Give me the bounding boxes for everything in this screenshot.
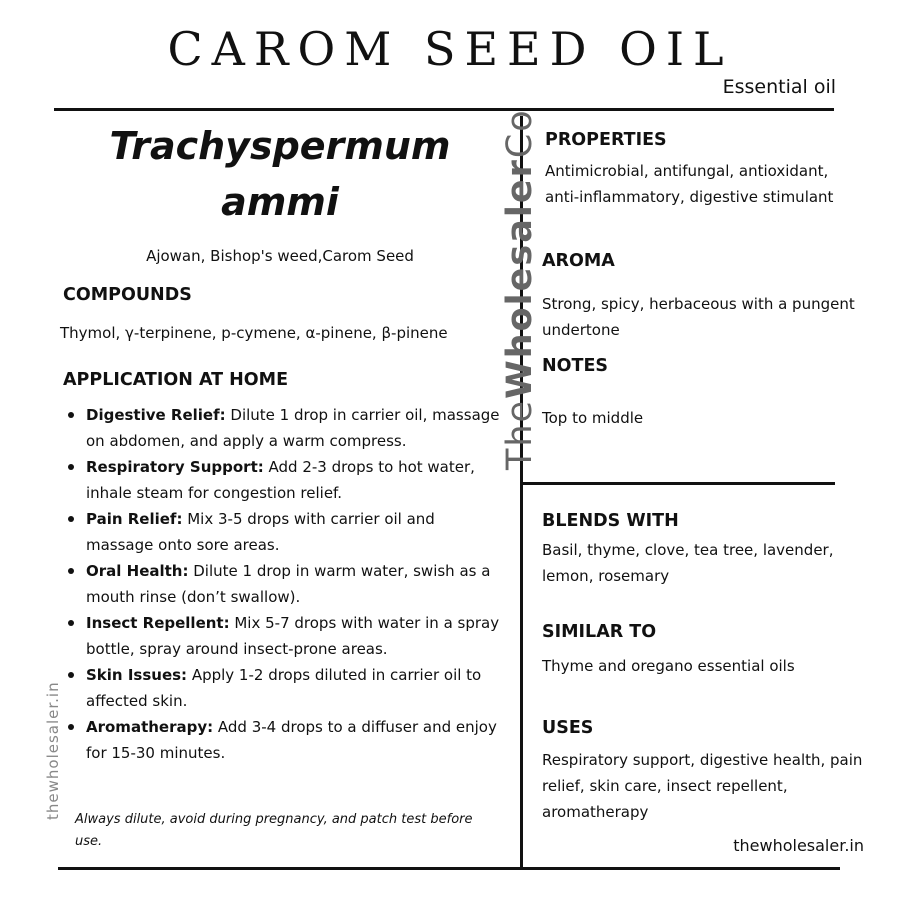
properties-heading: PROPERTIES — [545, 130, 667, 150]
application-label: Digestive Relief: — [86, 406, 226, 424]
scientific-name-line2: ammi — [221, 180, 339, 224]
list-item — [64, 402, 504, 454]
scientific-name-line1: Trachyspermum — [109, 124, 451, 168]
top-divider — [54, 108, 834, 111]
list-item — [64, 506, 504, 558]
application-label: Aromatherapy: — [86, 718, 214, 736]
application-text: Apply 1-2 drops diluted in carrier oil to affected skin. — [86, 666, 482, 710]
compounds-text: Thymol, γ-terpinene, p-cymene, α-pinene, β-pinene — [60, 324, 448, 342]
side-website: thewholesaler.in — [44, 681, 62, 820]
list-item — [64, 714, 504, 766]
application-label: Insect Repellent: — [86, 614, 230, 632]
application-heading: APPLICATION AT HOME — [63, 370, 289, 390]
similar-text: Thyme and oregano essential oils — [542, 657, 795, 675]
watermark-the: The — [500, 398, 540, 470]
page-subtitle: Essential oil — [722, 76, 836, 98]
application-label: Oral Health: — [86, 562, 189, 580]
application-label: Skin Issues: — [86, 666, 188, 684]
watermark-co: Co — [500, 108, 540, 159]
blends-text: Basil, thyme, clove, tea tree, lavender, lemon, rosemary — [542, 541, 834, 585]
similar-heading: SIMILAR TO — [542, 622, 657, 642]
aroma-text: Strong, spicy, herbaceous with a pungent undertone — [542, 295, 855, 339]
notes-text: Top to middle — [542, 409, 644, 427]
list-item — [64, 662, 504, 714]
aroma-heading: AROMA — [542, 251, 615, 271]
application-text: Dilute 1 drop in carrier oil, massage on abdomen, and apply a warm compress. — [86, 406, 500, 450]
bottom-divider — [58, 867, 840, 870]
properties-text: Antimicrobial, antifungal, antioxidant, anti-inflammatory, digestive stimulant — [545, 162, 834, 206]
blends-heading: BLENDS WITH — [542, 511, 679, 531]
watermark-wholesaler: Wholesaler — [500, 158, 540, 399]
list-item — [64, 454, 504, 506]
application-text: Add 2-3 drops to hot water, inhale steam for congestion relief. — [86, 458, 475, 502]
right-section-divider — [522, 482, 835, 485]
brand-watermark — [500, 108, 540, 470]
list-item — [64, 558, 504, 610]
notes-heading: NOTES — [542, 356, 609, 376]
list-item — [64, 610, 504, 662]
compounds-heading: COMPOUNDS — [63, 285, 192, 305]
application-label: Pain Relief: — [86, 510, 183, 528]
caution-note: Always dilute, avoid during pregnancy, and patch test before use. — [75, 812, 473, 849]
application-text: Mix 5-7 drops with water in a spray bottle, spray around insect-prone areas. — [86, 614, 500, 658]
application-label: Respiratory Support: — [86, 458, 264, 476]
application-list — [64, 402, 504, 766]
application-text: Dilute 1 drop in warm water, swish as a mouth rinse (don’t swallow). — [86, 562, 491, 606]
uses-text: Respiratory support, digestive health, pain relief, skin care, insect repellent, aromatherapy — [542, 751, 863, 821]
uses-heading: USES — [542, 718, 594, 738]
page-title: CAROM SEED OIL — [167, 22, 733, 76]
application-text: Add 3-4 drops to a diffuser and enjoy for 15-30 minutes. — [86, 718, 497, 762]
common-names: Ajowan, Bishop's weed,Carom Seed — [146, 247, 414, 265]
footer-website: thewholesaler.in — [733, 836, 864, 855]
scientific-name — [60, 118, 500, 230]
application-text: Mix 3-5 drops with carrier oil and massage onto sore areas. — [86, 510, 435, 554]
